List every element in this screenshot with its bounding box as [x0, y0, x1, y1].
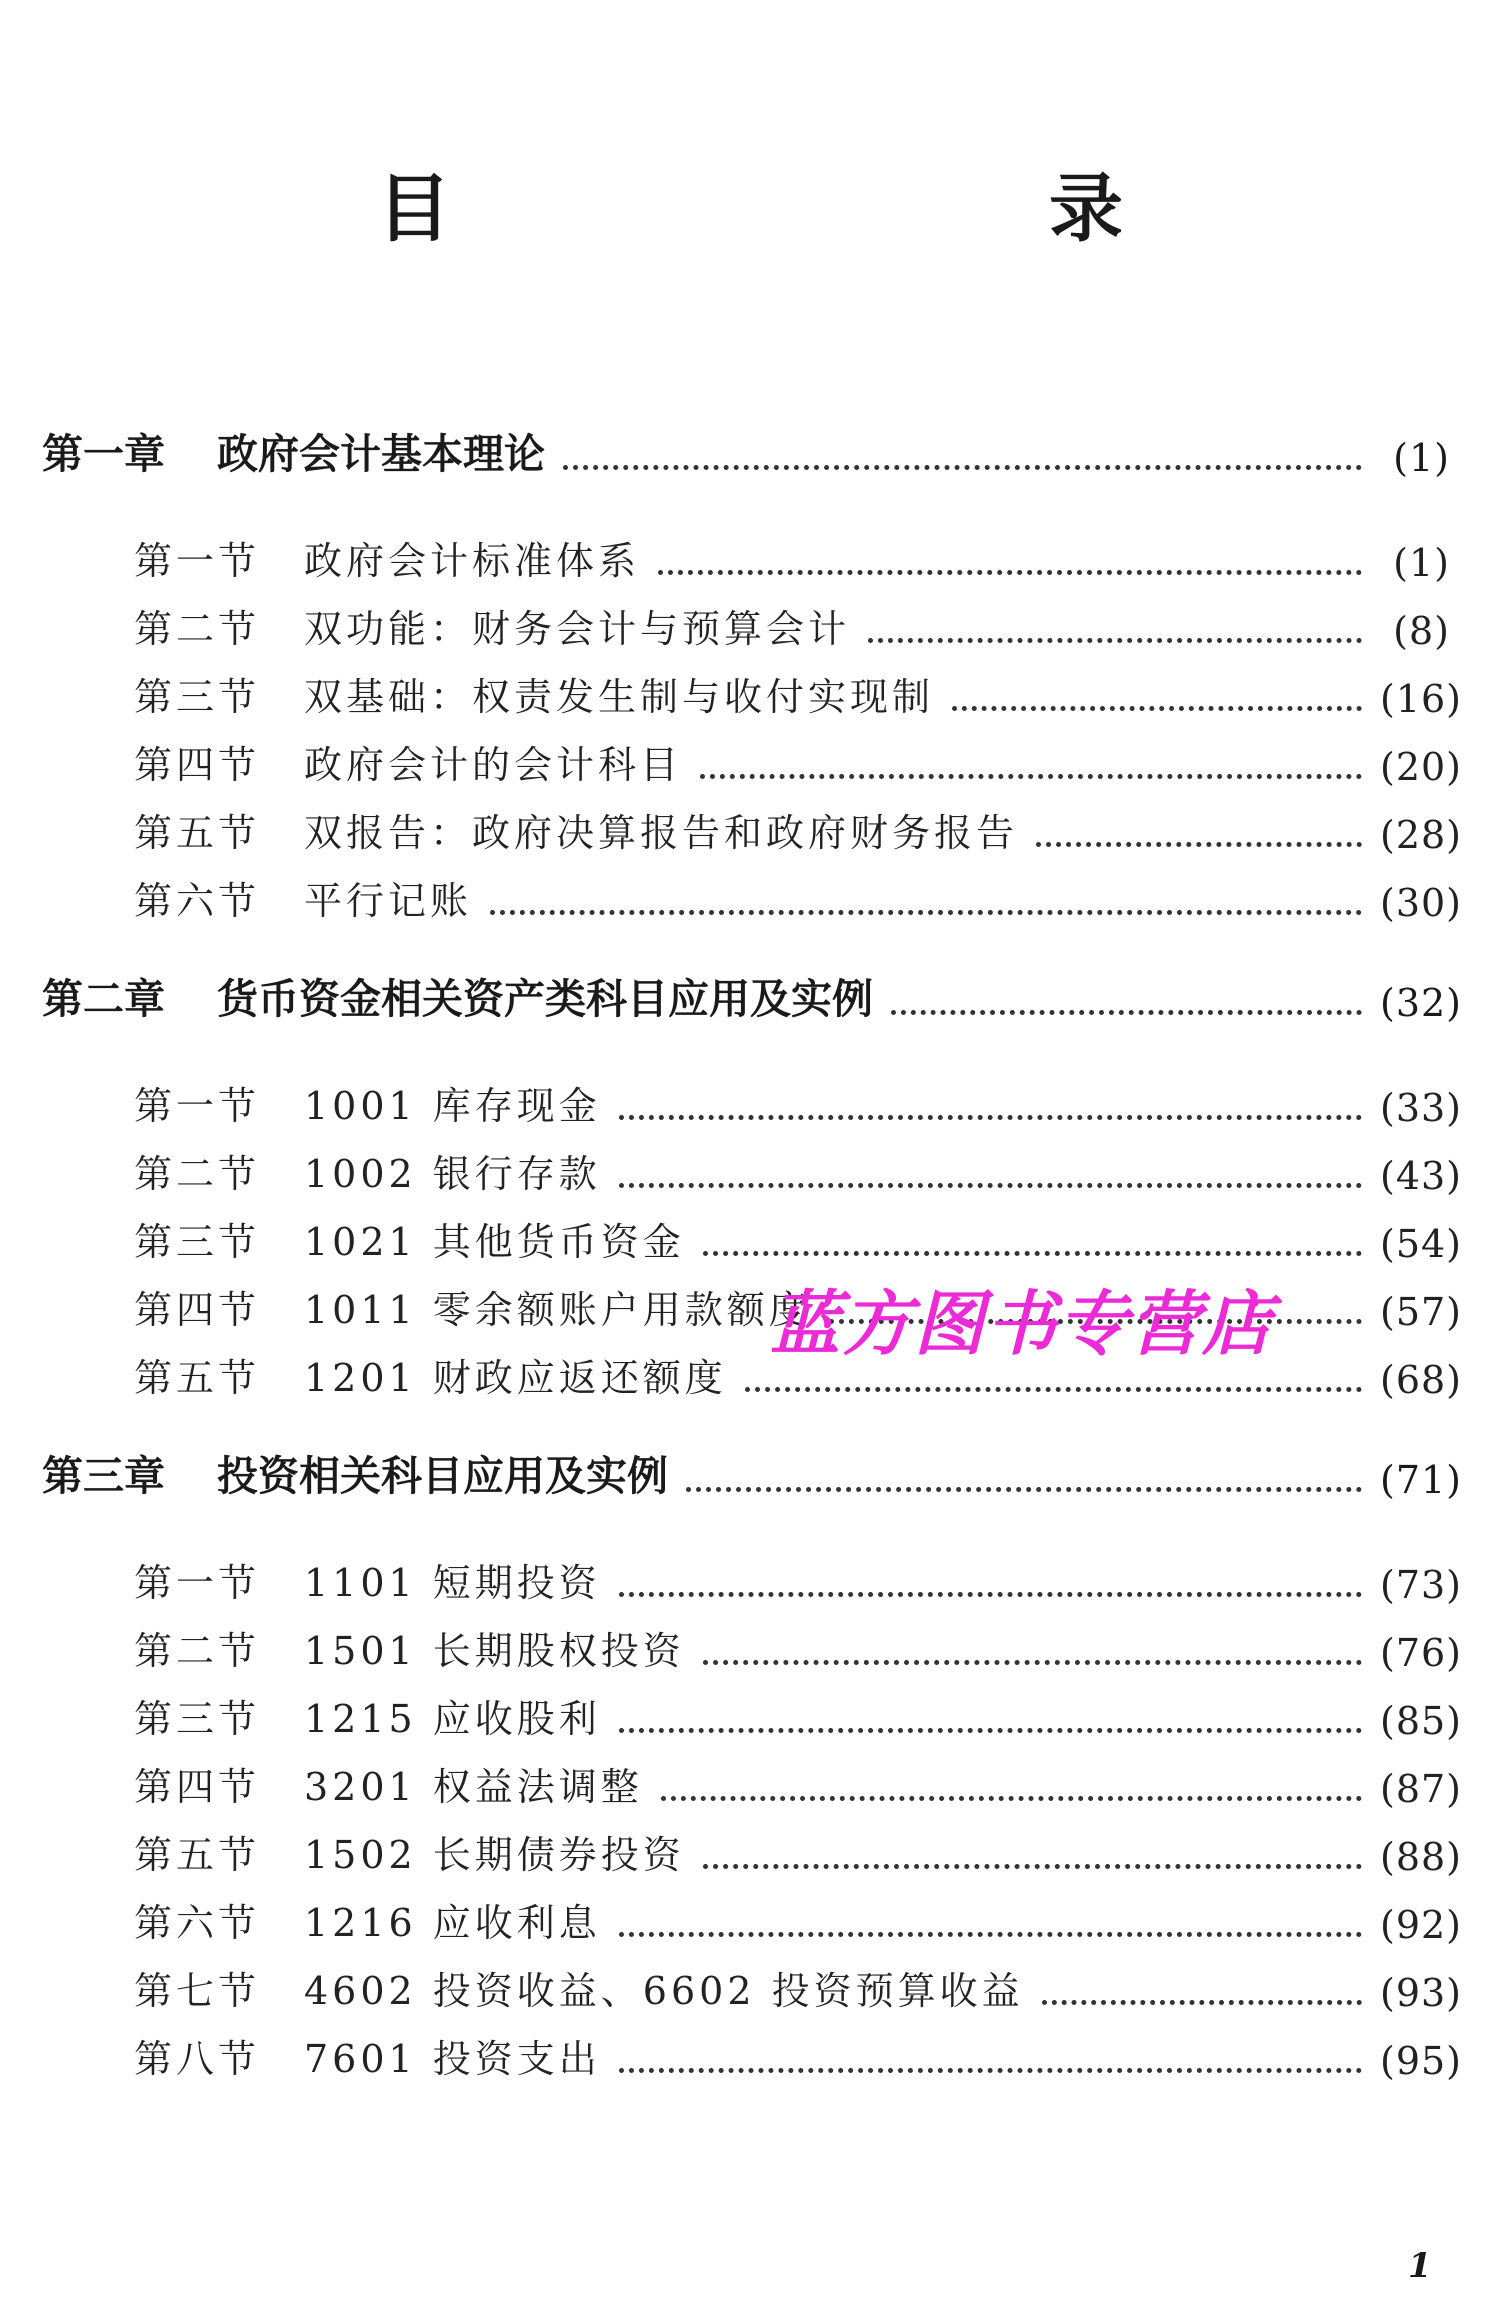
section-title: 政府会计标准体系 — [304, 539, 641, 583]
page-ref: (20) — [1380, 745, 1463, 789]
section-label: 第四节 — [134, 1765, 261, 1809]
section-title: 1216 应收利息 — [304, 1901, 601, 1945]
chapter-entry[interactable] — [42, 428, 1450, 480]
dot-leader — [619, 1728, 1362, 1733]
section-label: 第三节 — [134, 1697, 261, 1741]
page-ref: (1) — [1393, 436, 1450, 480]
section-title: 1001 库存现金 — [304, 1084, 601, 1128]
dot-leader — [703, 1251, 1362, 1256]
section-title: 平行记账 — [304, 879, 473, 923]
page-ref: (1) — [1393, 541, 1450, 585]
page-ref: (92) — [1380, 1903, 1463, 1947]
chapter-label: 第一章 — [42, 430, 165, 478]
section-label: 第一节 — [134, 1561, 261, 1605]
section-entry[interactable] — [134, 1897, 1463, 1947]
section-entry[interactable] — [134, 1216, 1463, 1266]
section-entry[interactable] — [134, 1080, 1463, 1130]
section-title: 1021 其他货币资金 — [304, 1220, 685, 1264]
section-entry[interactable] — [134, 807, 1463, 857]
section-entry[interactable] — [134, 671, 1463, 721]
section-entry[interactable] — [134, 2033, 1463, 2083]
section-entry[interactable] — [134, 535, 1450, 585]
section-label: 第五节 — [134, 811, 261, 855]
page-ref: (85) — [1380, 1699, 1463, 1743]
section-entry[interactable] — [134, 1693, 1463, 1743]
section-label: 第二节 — [134, 1629, 261, 1673]
section-label: 第三节 — [134, 1220, 261, 1264]
section-title: 政府会计的会计科目 — [304, 743, 683, 787]
page-ref: (43) — [1380, 1154, 1463, 1198]
page-number: 1 — [1408, 2246, 1432, 2286]
dot-leader — [619, 1932, 1362, 1937]
page-ref: (95) — [1380, 2039, 1463, 2083]
chapter-label: 第三章 — [42, 1452, 165, 1500]
page-ref: (68) — [1380, 1358, 1463, 1402]
section-label: 第二节 — [134, 1152, 261, 1196]
section-title: 双报告：政府决算报告和政府财务报告 — [304, 811, 1019, 855]
dot-leader — [703, 1660, 1362, 1665]
section-entry[interactable] — [134, 1829, 1463, 1879]
chapter-title: 投资相关科目应用及实例 — [217, 1452, 668, 1500]
page-ref: (73) — [1380, 1563, 1463, 1607]
section-title: 1201 财政应返还额度 — [304, 1356, 727, 1400]
section-title: 1011 零余额账户用款额度 — [304, 1288, 811, 1332]
section-label: 第五节 — [134, 1833, 261, 1877]
section-label: 第三节 — [134, 675, 261, 719]
section-entry[interactable] — [134, 1625, 1463, 1675]
dot-leader — [700, 774, 1362, 779]
dot-leader — [686, 1487, 1362, 1492]
dot-leader — [1042, 2000, 1362, 2005]
dot-leader — [619, 1592, 1362, 1597]
dot-leader — [619, 1183, 1362, 1188]
section-label: 第七节 — [134, 1969, 261, 2013]
section-title: 1502 长期债券投资 — [304, 1833, 685, 1877]
section-label: 第一节 — [134, 1084, 261, 1128]
section-entry[interactable] — [134, 739, 1463, 789]
dot-leader — [661, 1796, 1362, 1801]
section-label: 第五节 — [134, 1356, 261, 1400]
section-title: 3201 权益法调整 — [304, 1765, 643, 1809]
section-label: 第四节 — [134, 743, 261, 787]
section-title: 4602 投资收益、6602 投资预算收益 — [304, 1969, 1024, 2013]
dot-leader — [490, 910, 1362, 915]
store-watermark: 蓝方图书专营店 — [770, 1282, 1274, 1365]
section-entry[interactable] — [134, 1148, 1463, 1198]
section-title: 1002 银行存款 — [304, 1152, 601, 1196]
section-title: 1215 应收股利 — [304, 1697, 601, 1741]
page-ref: (16) — [1380, 677, 1463, 721]
dot-leader — [745, 1387, 1362, 1392]
section-entry[interactable] — [134, 1965, 1463, 2015]
page-title: 目 录 — [377, 166, 1273, 252]
section-label: 第六节 — [134, 1901, 261, 1945]
section-entry[interactable] — [134, 1557, 1463, 1607]
chapter-title: 货币资金相关资产类科目应用及实例 — [217, 975, 873, 1023]
section-entry[interactable] — [134, 1761, 1463, 1811]
dot-leader — [658, 570, 1362, 575]
dot-leader — [1036, 842, 1362, 847]
page-ref: (93) — [1380, 1971, 1463, 2015]
chapter-title: 政府会计基本理论 — [217, 430, 545, 478]
section-title: 1101 短期投资 — [304, 1561, 601, 1605]
page-ref: (28) — [1380, 813, 1463, 857]
page-ref: (54) — [1380, 1222, 1463, 1266]
dot-leader — [868, 638, 1362, 643]
page-ref: (76) — [1380, 1631, 1463, 1675]
section-label: 第一节 — [134, 539, 261, 583]
section-label: 第六节 — [134, 879, 261, 923]
section-entry[interactable] — [134, 603, 1450, 653]
page-ref: (32) — [1380, 981, 1463, 1025]
section-entry[interactable] — [134, 875, 1463, 925]
chapter-entry[interactable] — [42, 973, 1463, 1025]
page-ref: (30) — [1380, 881, 1463, 925]
section-label: 第二节 — [134, 607, 261, 651]
section-title: 双功能：财务会计与预算会计 — [304, 607, 851, 651]
page-ref: (33) — [1380, 1086, 1463, 1130]
dot-leader — [703, 1864, 1362, 1869]
page-ref: (8) — [1393, 609, 1450, 653]
section-title: 双基础：权责发生制与收付实现制 — [304, 675, 935, 719]
dot-leader — [563, 465, 1362, 470]
chapter-entry[interactable] — [42, 1450, 1463, 1502]
section-title: 1501 长期股权投资 — [304, 1629, 685, 1673]
section-title: 7601 投资支出 — [304, 2037, 601, 2081]
section-label: 第四节 — [134, 1288, 261, 1332]
page-ref: (87) — [1380, 1767, 1463, 1811]
page-ref: (88) — [1380, 1835, 1463, 1879]
chapter-label: 第二章 — [42, 975, 165, 1023]
section-label: 第八节 — [134, 2037, 261, 2081]
dot-leader — [891, 1010, 1362, 1015]
dot-leader — [952, 706, 1362, 711]
dot-leader — [619, 2068, 1362, 2073]
dot-leader — [619, 1115, 1362, 1120]
page-ref: (57) — [1380, 1290, 1463, 1334]
page-ref: (71) — [1380, 1458, 1463, 1502]
